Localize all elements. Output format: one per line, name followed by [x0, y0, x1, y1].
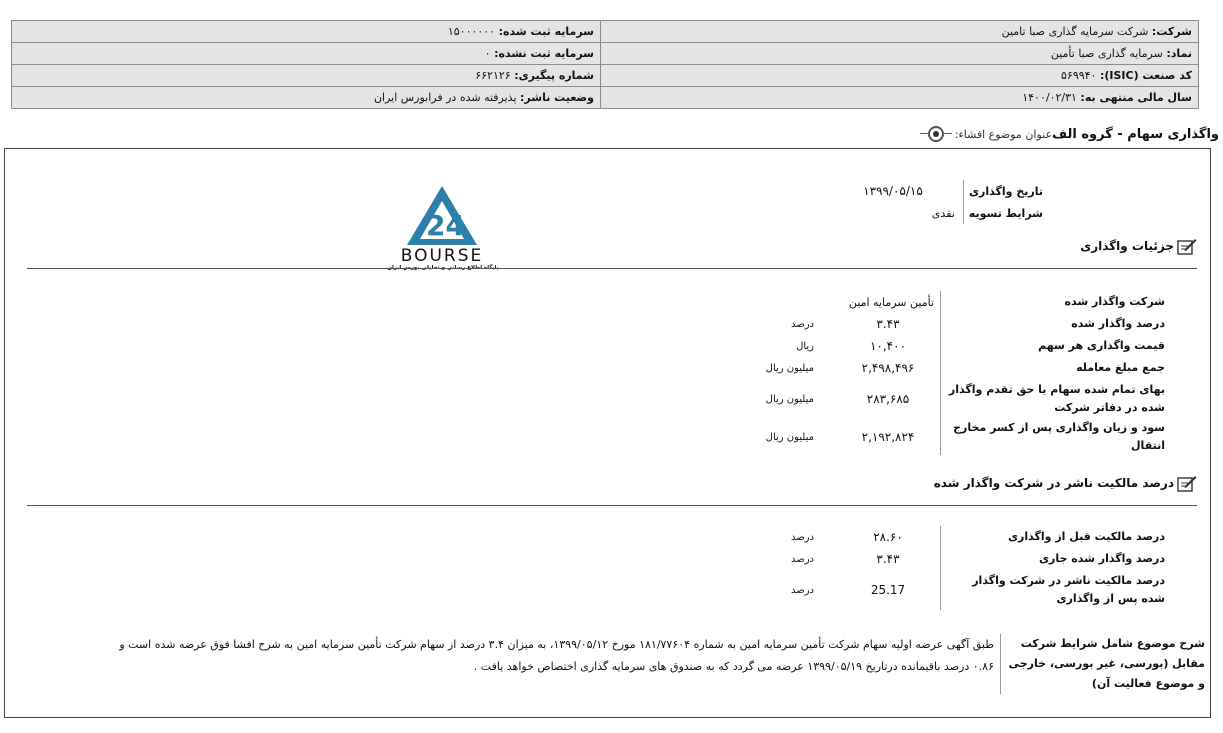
- isic-value: ۵۶۹۹۴۰: [1061, 69, 1097, 82]
- detail-label: درصد واگذار شده: [941, 313, 1170, 335]
- logo-mark-icon: [387, 183, 497, 263]
- ownership-table: [740, 526, 1169, 610]
- detail-unit: [740, 291, 818, 313]
- registered-capital-label: سرمایه ثبت شده:: [498, 25, 594, 38]
- ownership-value: ۲۸.۶۰: [873, 530, 903, 544]
- section-details-heading: [1080, 237, 1197, 255]
- ownership-label: درصد مالکیت قبل از واگذاری: [941, 526, 1170, 548]
- unregistered-capital-value: ۰: [484, 47, 491, 60]
- transfer-date-value: ۱۳۹۹/۰۵/۱۵: [863, 184, 923, 198]
- company-info-table: [11, 20, 1199, 109]
- detail-label: بهای تمام شده سهام یا حق تقدم واگذار شده در دفاتر شرکت: [941, 379, 1170, 419]
- ownership-value: ۳.۴۳: [876, 552, 900, 566]
- details-row-1: [740, 313, 1169, 335]
- details-row-2: [740, 335, 1169, 357]
- details-row-4: [740, 379, 1169, 419]
- registered-capital-value: ۱۵۰۰۰۰۰۰: [447, 25, 496, 38]
- ownership-value: 25.17: [870, 583, 906, 597]
- section-ownership-heading: [934, 474, 1197, 492]
- detail-value: ۲۸۳,۶۸۵: [866, 392, 910, 406]
- details-row-5: [740, 419, 1169, 455]
- ownership-row-1: [740, 548, 1169, 570]
- tracking-cell: [12, 65, 601, 87]
- description-block: [114, 634, 1205, 694]
- fiscal-year-label: سال مالی منتهی به:: [1080, 91, 1192, 104]
- details-row-3: [740, 357, 1169, 379]
- info-row-3: [12, 65, 1199, 87]
- ownership-unit: درصد: [790, 531, 814, 543]
- subject-label: عنوان موضوع افشاء:: [954, 127, 1053, 141]
- details-table: [740, 291, 1169, 455]
- isic-cell: [601, 65, 1199, 87]
- detail-unit: میلیون ریال: [765, 393, 814, 405]
- detail-unit: میلیون ریال: [765, 362, 814, 374]
- symbol-cell: [601, 43, 1199, 65]
- target-icon: [920, 125, 952, 143]
- info-row-1: [12, 21, 1199, 43]
- section-ownership-divider: [27, 505, 1197, 506]
- publisher-status-cell: [12, 87, 601, 109]
- detail-value: تأمین سرمایه امین: [848, 295, 934, 309]
- ownership-row-0: [740, 526, 1169, 548]
- ownership-row-2: [740, 570, 1169, 610]
- logo-brand: BOURSE: [400, 246, 484, 263]
- detail-value: ۱۰,۴۰۰: [869, 339, 907, 353]
- description-label: شرح موضوع شامل شرایط شرکت مقابل (بورسی، غیر بورسی، خارجی و موضوع فعالیت آن): [1000, 634, 1205, 694]
- publisher-status-value: پذیرفته شده در فرابورس ایران: [373, 91, 517, 104]
- detail-value: ۲,۴۹۸,۴۹۶: [861, 361, 915, 375]
- tracking-value: ۶۶۲۱۲۶: [475, 69, 511, 82]
- settlement-value: نقدی: [931, 206, 955, 220]
- transfer-date-label: تاریخ واگذاری: [963, 180, 1048, 202]
- info-row-4: [12, 87, 1199, 109]
- detail-unit: میلیون ریال: [765, 431, 814, 443]
- ownership-label: درصد واگذار شده جاری: [941, 548, 1170, 570]
- bourse24-logo: [387, 183, 497, 275]
- settlement-row: [858, 202, 1048, 224]
- tracking-label: شماره پیگیری:: [514, 69, 594, 82]
- section-details-title: جزئیات واگذاری: [1080, 239, 1174, 253]
- registered-capital-cell: [12, 21, 601, 43]
- company-cell: [601, 21, 1199, 43]
- settlement-label: شرایط تسویه: [963, 202, 1048, 224]
- detail-label: جمع مبلغ معامله: [941, 357, 1170, 379]
- fiscal-year-value: ۱۴۰۰/۰۲/۳۱: [1022, 91, 1077, 104]
- description-text: طبق آگهی عرضه اولیه سهام شرکت تأمین سرمایه امین به شماره ۱۸۱/۷۷۶۰۴ مورخ ۱۳۹۹/۰۵/۱۲، به میزان ۳.۴ درصد از سهام شرکت تأمین سرمایه امین به شرح افشا فوق عرضه شده است و ۰.۸۶ درصد باقیمانده درتاریخ ۱۳۹۹/۰۵/۱۹ عرضه می گردد که به صندوق های سرمایه گذاری اختصاص خواهد یافت .: [119, 638, 994, 673]
- ownership-unit: درصد: [790, 584, 814, 596]
- section-ownership-title: درصد مالکیت ناشر در شرکت واگذار شده: [933, 476, 1174, 490]
- transfer-info-table: [858, 180, 1048, 224]
- disclosure-subject: [920, 124, 1219, 144]
- publisher-status-label: وضعیت ناشر:: [520, 91, 594, 104]
- detail-label: قیمت واگذاری هر سهم: [941, 335, 1170, 357]
- detail-value: ۲,۱۹۲,۸۲۴: [861, 430, 915, 444]
- detail-unit: درصد: [790, 318, 814, 330]
- details-row-0: [740, 291, 1169, 313]
- symbol-label: نماد:: [1166, 47, 1192, 60]
- unregistered-capital-label: سرمایه ثبت نشده:: [494, 47, 594, 60]
- detail-label: شرکت واگذار شده: [941, 291, 1170, 313]
- isic-label: کد صنعت (ISIC):: [1099, 69, 1192, 82]
- section-details-divider: [27, 268, 1197, 269]
- edit-note-icon: [1177, 474, 1197, 492]
- symbol-value: سرمایه گذاری صبا تأمین: [1050, 47, 1163, 60]
- info-row-2: [12, 43, 1199, 65]
- unregistered-capital-cell: [12, 43, 601, 65]
- logo-number: 24: [426, 209, 465, 242]
- company-value: شرکت سرمایه گذاری صبا تامین: [1001, 25, 1149, 38]
- company-label: شرکت:: [1151, 25, 1192, 38]
- fiscal-year-cell: [601, 87, 1199, 109]
- detail-unit: ریال: [796, 340, 814, 352]
- edit-note-icon: [1177, 237, 1197, 255]
- ownership-label: درصد مالکیت ناشر در شرکت واگذار شده پس از واگذاری: [941, 570, 1170, 610]
- ownership-unit: درصد: [790, 553, 814, 565]
- detail-label: سود و زیان واگذاری پس از کسر مخارج انتقال: [941, 419, 1170, 455]
- transfer-date-row: [858, 180, 1048, 202]
- detail-value: ۳.۴۳: [876, 317, 900, 331]
- subject-title: واگذاری سهام - گروه الف: [1052, 126, 1219, 142]
